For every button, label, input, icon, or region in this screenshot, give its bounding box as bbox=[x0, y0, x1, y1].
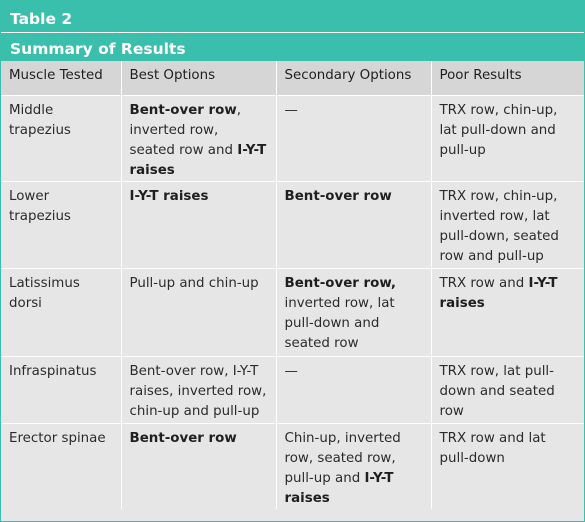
bold-text-segment: I-Y-T raises bbox=[129, 189, 209, 204]
secondary-cell bbox=[276, 424, 431, 510]
text-segment: TRX row, chin-up, lat pull-down and pull-up bbox=[439, 103, 558, 158]
secondary-cell bbox=[276, 269, 431, 357]
header-muscle-tested: Muscle Tested bbox=[1, 61, 121, 96]
muscle-cell: Latissimus dorsi bbox=[1, 269, 121, 357]
poor-cell bbox=[431, 182, 584, 269]
table-row bbox=[1, 424, 584, 510]
header-secondary-options: Secondary Options bbox=[276, 61, 431, 96]
muscle-cell: Middle trapezius bbox=[1, 96, 121, 182]
bold-text-segment: Bent-over row bbox=[129, 103, 237, 118]
table-row bbox=[1, 269, 584, 357]
table-row bbox=[1, 96, 584, 182]
text-segment: TRX row, lat pull-down and seated row bbox=[439, 364, 555, 419]
poor-cell bbox=[431, 96, 584, 182]
best-cell bbox=[121, 182, 276, 269]
bold-text-segment: I-Y-T raises bbox=[129, 143, 267, 178]
best-cell bbox=[121, 269, 276, 357]
header-poor-results: Poor Results bbox=[431, 61, 584, 96]
poor-cell bbox=[431, 269, 584, 357]
table-row bbox=[1, 182, 584, 269]
table-title-bar bbox=[1, 1, 584, 61]
summary-table bbox=[1, 61, 584, 509]
table-row bbox=[1, 357, 584, 424]
text-segment: inverted row, lat pull-down and seated row bbox=[284, 296, 395, 351]
poor-cell bbox=[431, 357, 584, 424]
muscle-cell: Infraspinatus bbox=[1, 357, 121, 424]
text-segment: , inverted row, seated row and bbox=[129, 103, 241, 158]
muscle-cell: Lower trapezius bbox=[1, 182, 121, 269]
bold-text-segment: Bent-over row, bbox=[284, 276, 396, 291]
best-cell bbox=[121, 424, 276, 510]
bold-text-segment: Bent-over row bbox=[284, 189, 392, 204]
text-segment: — bbox=[284, 364, 298, 379]
best-cell bbox=[121, 96, 276, 182]
title-divider bbox=[1, 32, 584, 33]
text-segment: — bbox=[284, 103, 298, 118]
secondary-cell bbox=[276, 96, 431, 182]
best-cell bbox=[121, 357, 276, 424]
poor-cell bbox=[431, 424, 584, 510]
text-segment: Pull-up and chin-up bbox=[129, 276, 259, 291]
header-best-options: Best Options bbox=[121, 61, 276, 96]
text-segment: TRX row and bbox=[439, 276, 529, 291]
bold-text-segment: I-Y-T raises bbox=[439, 276, 558, 311]
muscle-cell: Erector spinae bbox=[9, 431, 106, 446]
text-segment: Chin-up, inverted row, seated row, pull-up and bbox=[284, 431, 401, 486]
header-row bbox=[1, 61, 584, 96]
table-label: Table 2 bbox=[10, 10, 73, 28]
text-segment: TRX row, chin-up, inverted row, lat pull-down, seated row and pull-up bbox=[439, 189, 559, 264]
bold-text-segment: I-Y-T raises bbox=[284, 471, 394, 506]
text-segment: TRX row and lat pull-down bbox=[439, 431, 546, 466]
table-title: Summary of Results bbox=[10, 40, 186, 58]
bold-text-segment: Bent-over row bbox=[129, 431, 237, 446]
text-segment: Bent-over row, I-Y-T raises, inverted row, chin-up and pull-up bbox=[129, 364, 267, 419]
secondary-cell bbox=[276, 357, 431, 424]
secondary-cell bbox=[276, 182, 431, 269]
